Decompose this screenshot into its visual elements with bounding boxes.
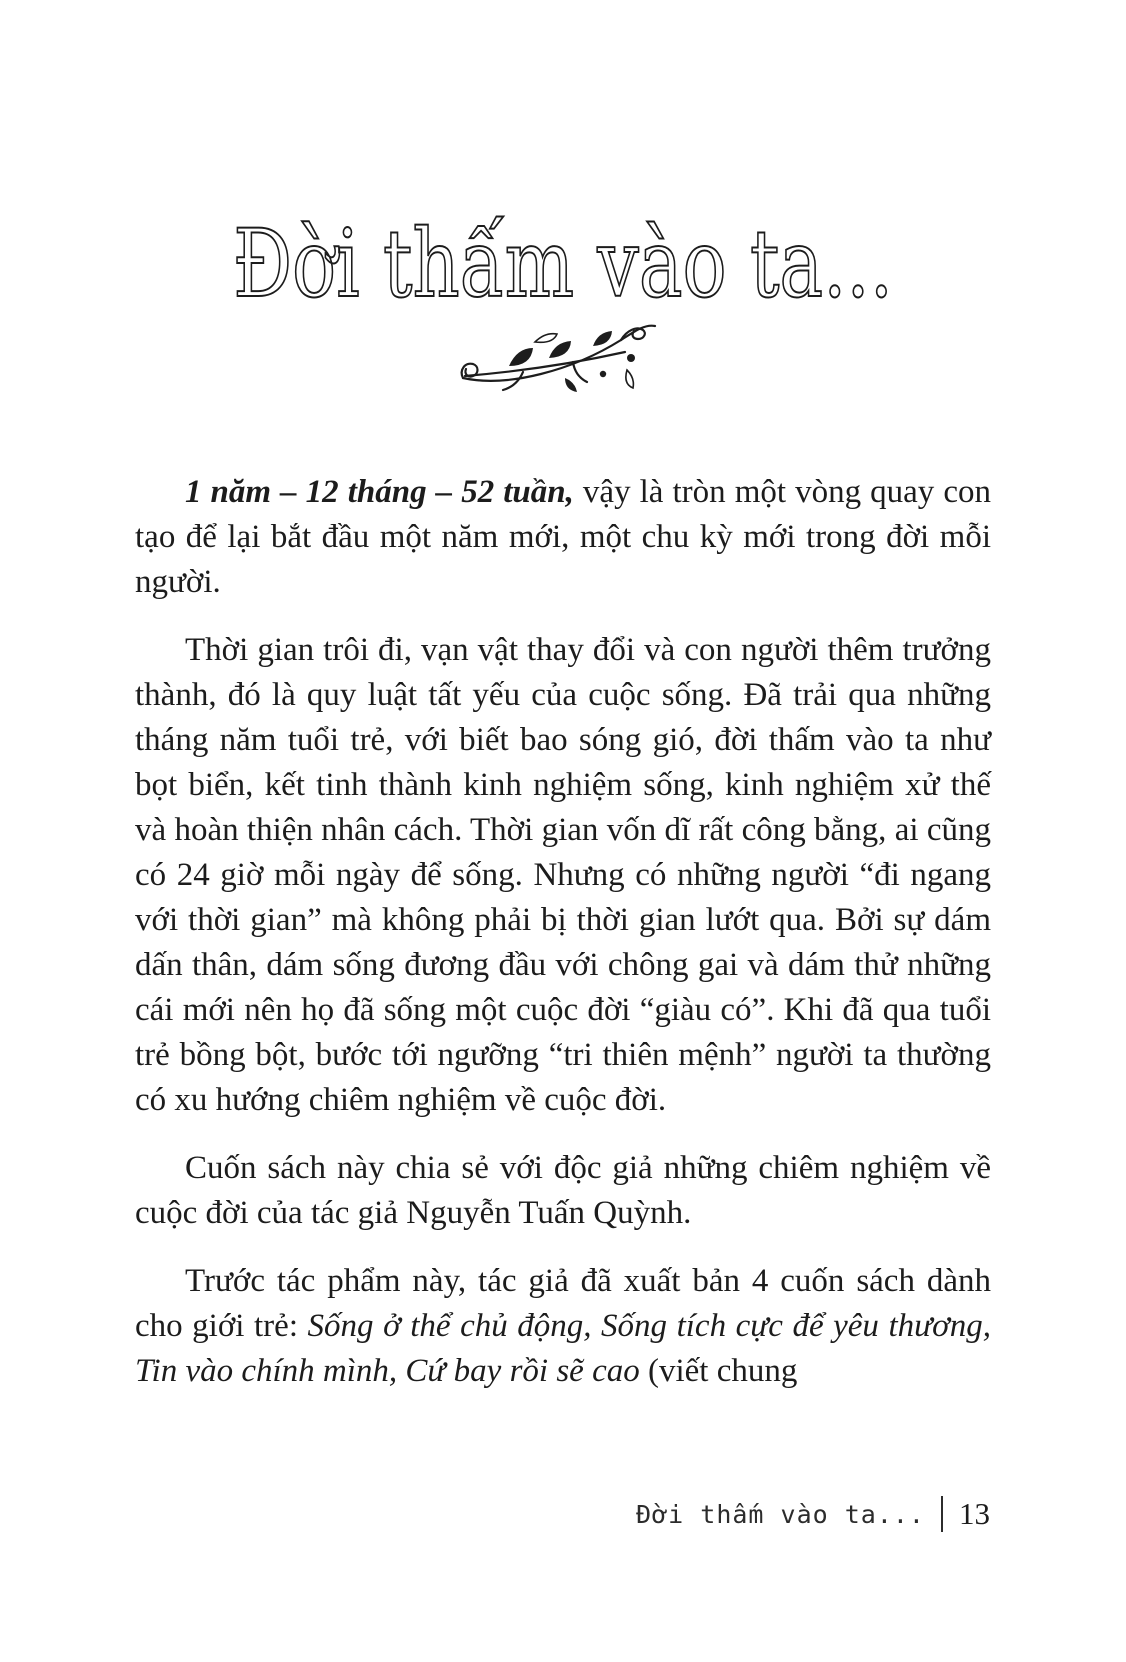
footer-running-title: Đời thấm vào ta...	[636, 1499, 925, 1529]
text-run: (viết chung	[639, 1353, 798, 1389]
page-title: Đời thấm vào ta...	[233, 210, 893, 319]
paragraph	[135, 1259, 991, 1394]
chapter-title-art	[0, 192, 1126, 332]
chapter-title-block	[0, 192, 1126, 332]
floral-flourish-icon	[453, 312, 673, 402]
text-run: Thời gian trôi đi, vạn vật thay đổi và con người thêm trưởng thành, đó là quy luật tất yếu của cuộc sống. Đã trải qua những tháng năm tuổi trẻ, với biết bao sóng gió, đời thấm vào ta như bọt biển, kết tinh thành kinh nghiệm sống, kinh nghiệm xử thế và hoàn thiện nhân cách. Thời gian vốn dĩ rất công bằng, ai cũng có 24 giờ mỗi ngày để sống. Nhưng có những người “đi ngang với thời gian” mà không phải bị thời gian lướt qua. Bởi sự dám dấn thân, dám sống đương đầu với chông gai và dám thử những cái mới nên họ đã sống một cuộc đời “giàu có”. Khi đã qua tuổi trẻ bồng bột, bước tới ngưỡng “tri thiên mệnh” người ta thường có xu hướng chiêm nghiệm về cuộc đời.	[135, 632, 991, 1118]
page-number: 13	[959, 1496, 990, 1531]
paragraph	[135, 470, 991, 605]
body-text	[135, 470, 991, 1417]
text-run: Sống ở thể chủ động, Sống tích cực để yêu thương, Tin vào chính mình, Cứ bay rồi sẽ cao	[135, 1308, 991, 1389]
paragraph	[135, 1146, 991, 1236]
page-footer	[636, 1496, 990, 1532]
footer-divider	[941, 1496, 943, 1532]
text-run: vậy là tròn một vòng quay con tạo để lại bắt đầu một năm mới, một chu kỳ mới trong đời mỗi người.	[135, 474, 991, 600]
paragraph	[135, 628, 991, 1123]
text-run: Trước tác phẩm này, tác giả đã xuất bản 4 cuốn sách dành cho giới trẻ:	[135, 1263, 991, 1344]
text-run: Cuốn sách này chia sẻ với độc giả những chiêm nghiệm về cuộc đời của tác giả Nguyễn Tuấn Quỳnh.	[135, 1150, 991, 1231]
text-run: 1 năm – 12 tháng – 52 tuần,	[185, 474, 574, 510]
